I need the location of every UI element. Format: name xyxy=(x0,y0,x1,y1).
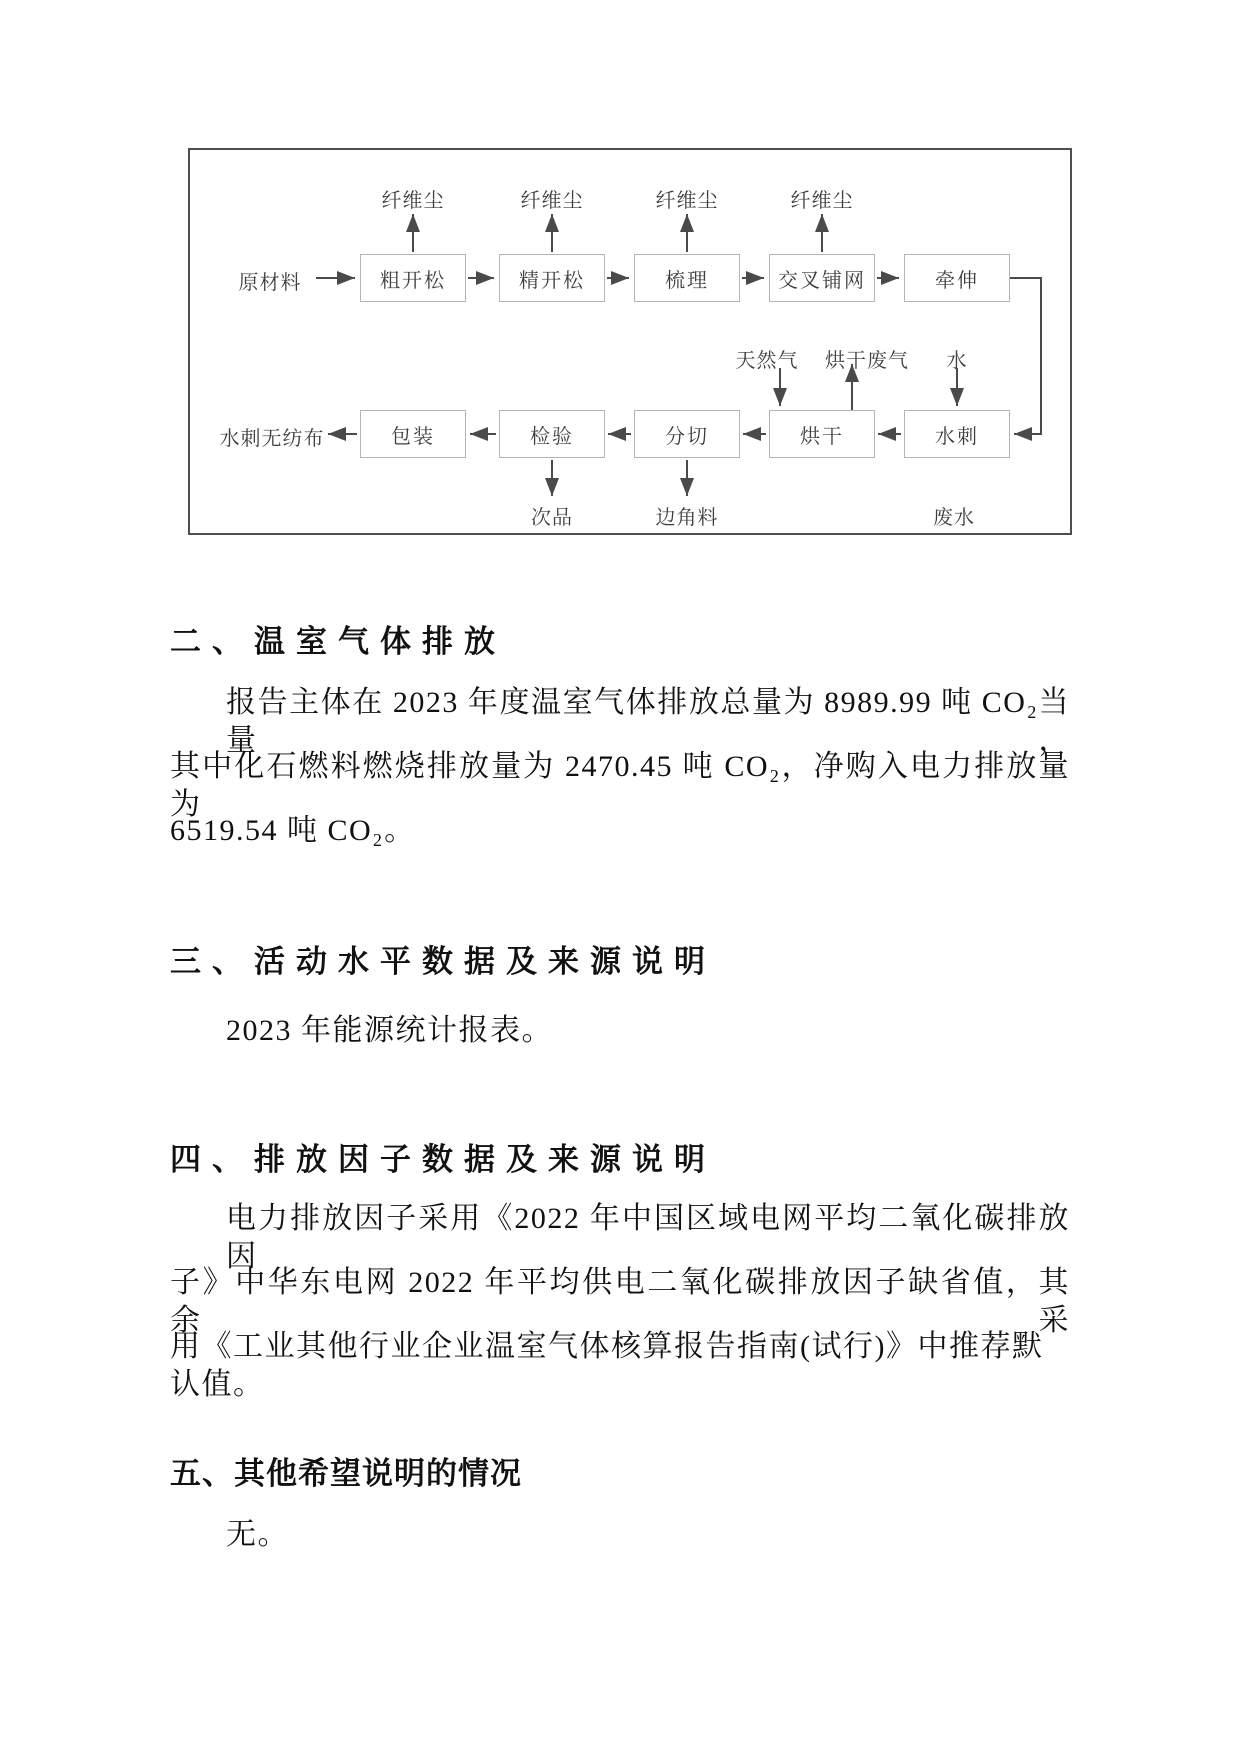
section-heading-activity-data: 三、活动水平数据及来源说明 xyxy=(170,944,716,979)
label-fiber-dust-4: 纤维尘 xyxy=(790,190,854,212)
paragraph-line: 报告主体在 2023 年度温室气体排放总量为 8989.99 吨 CO₂当量， xyxy=(226,686,1070,757)
label-raw-material: 原材料 xyxy=(238,272,302,294)
label-spunlace-nonwoven: 水刺无纺布 xyxy=(219,428,325,450)
label-defective-product: 次品 xyxy=(531,507,573,529)
label-wastewater: 废水 xyxy=(933,507,975,529)
label-fiber-dust-3: 纤维尘 xyxy=(655,190,719,212)
label-scrap: 边角料 xyxy=(655,507,719,529)
paragraph-line: 电力排放因子采用《2022 年中国区域电网平均二氧化碳排放因 xyxy=(226,1202,1070,1273)
process-box-drying: 烘干 xyxy=(769,410,875,458)
label-water: 水 xyxy=(946,350,968,372)
paragraph-line: 用《工业其他行业企业温室气体核算报告指南(试行)》中推荐默认值。 xyxy=(170,1330,1044,1401)
section-heading-emission-factors: 四、排放因子数据及来源说明 xyxy=(170,1142,716,1177)
label-drying-exhaust: 烘干废气 xyxy=(825,350,909,372)
paragraph-line: 无。 xyxy=(226,1518,289,1551)
paragraph-line: 子》中华东电网 2022 年平均供电二氧化碳排放因子缺省值，其余采 xyxy=(170,1266,1070,1337)
paragraph-line: 2023 年能源统计报表。 xyxy=(226,1014,553,1047)
process-box-inspection: 检验 xyxy=(499,410,605,458)
process-flowchart xyxy=(188,148,1072,535)
label-fiber-dust-2: 纤维尘 xyxy=(520,190,584,212)
process-box-drafting: 牵伸 xyxy=(904,254,1010,302)
label-natural-gas: 天然气 xyxy=(735,350,799,372)
process-box-slitting: 分切 xyxy=(634,410,740,458)
section-heading-other-notes: 五、其他希望说明的情况 xyxy=(170,1456,522,1491)
process-box-coarse-opening: 粗开松 xyxy=(360,254,466,302)
flowchart-connectors xyxy=(190,150,1070,533)
process-box-fine-opening: 精开松 xyxy=(499,254,605,302)
process-box-spunlace: 水刺 xyxy=(904,410,1010,458)
process-box-carding: 梳理 xyxy=(634,254,740,302)
paragraph-line: 其中化石燃料燃烧排放量为 2470.45 吨 CO₂，净购入电力排放量为 xyxy=(170,750,1070,821)
label-fiber-dust-1: 纤维尘 xyxy=(381,190,445,212)
paragraph-line: 6519.54 吨 CO₂。 xyxy=(170,814,416,847)
process-box-packaging: 包装 xyxy=(360,410,466,458)
section-heading-ghg-emissions: 二、温室气体排放 xyxy=(170,624,506,659)
process-box-cross-lapping: 交叉铺网 xyxy=(769,254,875,302)
